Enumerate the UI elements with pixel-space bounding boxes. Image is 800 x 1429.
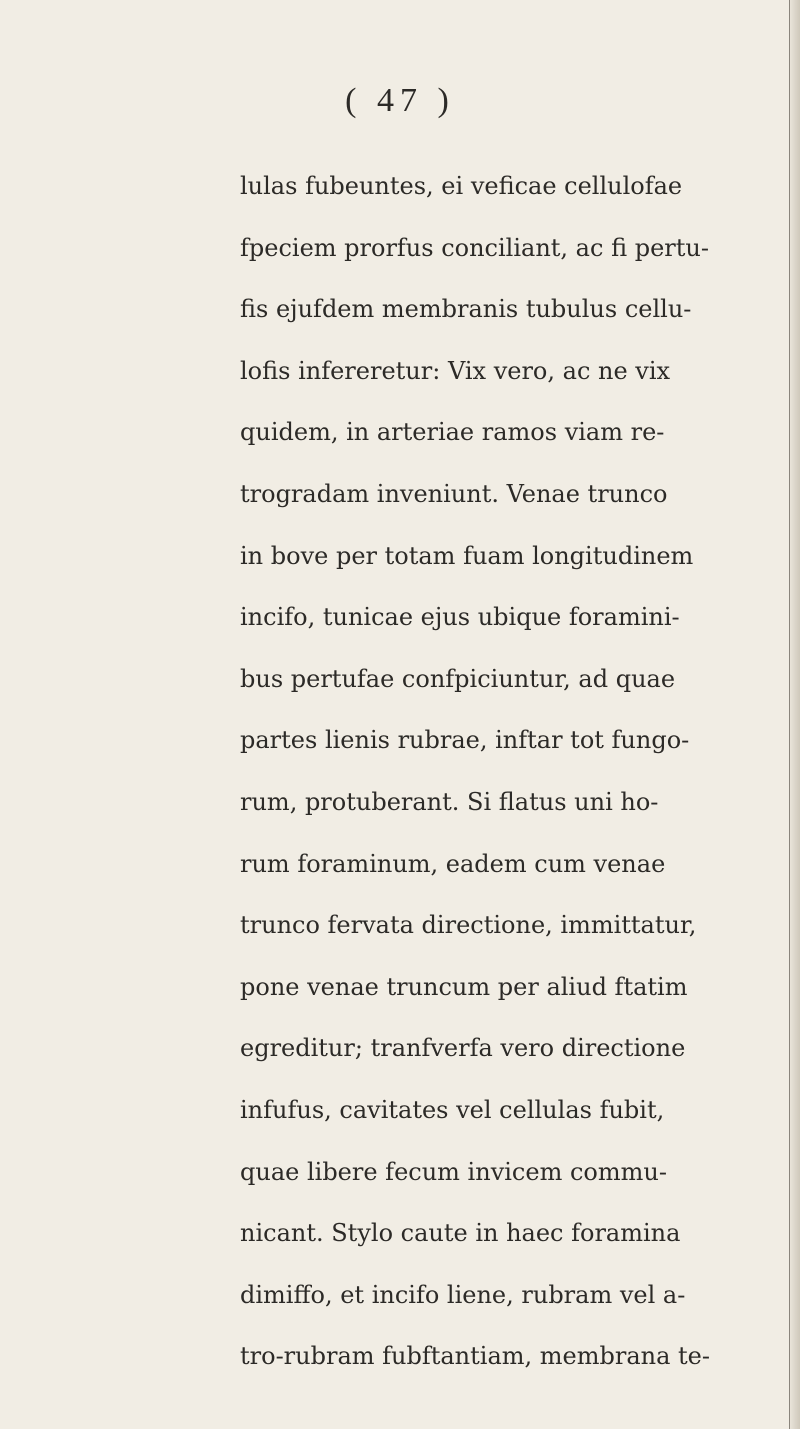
text-line: quae libere fecum invicem commu- <box>240 1157 667 1186</box>
text-line: rum, protuberant. Si flatus uni ho- <box>240 787 659 816</box>
text-line: fpeciem prorfus conciliant, ac fi pertu- <box>240 233 709 262</box>
text-line: infufus, cavitates vel cellulas fubit, <box>240 1095 665 1124</box>
text-line: in bove per totam fuam longitudinem <box>240 541 694 570</box>
text-line: dimiffo, et incifo liene, rubram vel a- <box>240 1280 686 1309</box>
text-line: tro-rubram fubftantiam, membrana te- <box>240 1342 710 1371</box>
text-line: partes lienis rubrae, inftar tot fungo- <box>240 726 690 755</box>
text-line: incifo, tunicae ejus ubique foramini- <box>240 603 680 632</box>
text-line: lulas fubeuntes, ei veficae cellulofae <box>240 172 683 200</box>
page-edge <box>789 0 800 1429</box>
body-text <box>240 156 710 1388</box>
text-line: bus pertufae confpiciuntur, ad quae <box>240 664 676 693</box>
text-line: egreditur; tranfverfa vero directione <box>240 1034 686 1063</box>
text-line: nicant. Stylo caute in haec foramina <box>240 1219 681 1248</box>
text-line: trunco fervata directione, immittatur, <box>240 911 697 940</box>
text-line: trogradam inveniunt. Venae trunco <box>240 479 668 508</box>
text-line: rum foraminum, eadem cum venae <box>240 849 666 878</box>
text-line: fis ejufdem membranis tubulus cellu- <box>240 295 692 324</box>
text-line: quidem, in arteriae ramos viam re- <box>240 418 665 447</box>
page-number: ( 47 ) <box>345 82 455 119</box>
text-line: pone venae truncum per aliud ftatim <box>240 972 688 1001</box>
text-line: lofis infereretur: Vix vero, ac ne vix <box>240 356 671 385</box>
